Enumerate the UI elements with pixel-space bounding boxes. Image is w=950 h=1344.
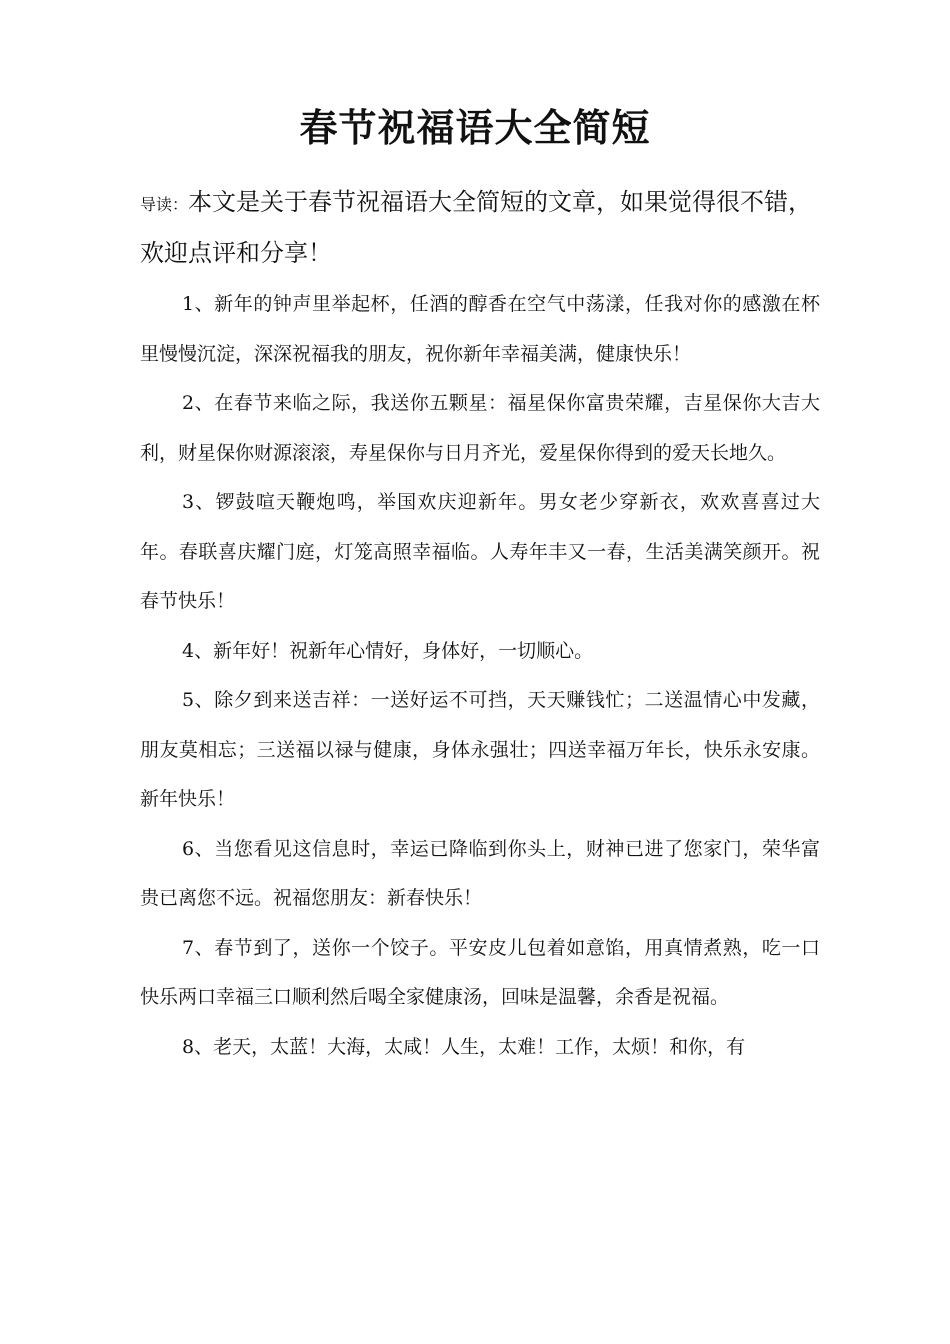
list-item: 3、锣鼓喧天鞭炮鸣，举国欢庆迎新年。男女老少穿新衣，欢欢喜喜过大年。春联喜庆耀门庭，灯笼高照幸福临。人寿年丰又一春，生活美满笑颜开。祝春节快乐！ xyxy=(140,491,820,612)
blessing-list xyxy=(140,280,820,1072)
list-item: 2、在春节来临之际，我送你五颗星：福星保你富贵荣耀，吉星保你大吉大利，财星保你财源滚滚，寿星保你与日月齐光，爱星保你得到的爱天长地久。 xyxy=(140,392,820,464)
page-title: 春节祝福语大全简短 xyxy=(299,106,651,150)
intro-paragraph xyxy=(140,178,820,277)
list-item: 1、新年的钟声里举起杯，任酒的醇香在空气中荡漾，任我对你的感激在杯里慢慢沉淀，深深祝福我的朋友，祝你新年幸福美满，健康快乐！ xyxy=(140,293,820,365)
list-item: 7、春节到了，送你一个饺子。平安皮儿包着如意馅，用真情煮熟，吃一口快乐两口幸福三口顺利然后喝全家健康汤，回味是温馨，余香是祝福。 xyxy=(140,936,820,1008)
list-item: 4、新年好！祝新年心情好，身体好，一切顺心。 xyxy=(182,639,594,662)
intro-text: 本文是关于春节祝福语大全简短的文章，如果觉得很不错，欢迎点评和分享！ xyxy=(140,188,813,267)
list-item: 8、老天，太蓝！大海，太咸！人生，太难！工作，太烦！和你，有 xyxy=(182,1035,746,1058)
list-item: 5、除夕到来送吉祥：一送好运不可挡，天天赚钱忙；二送温情心中发藏，朋友莫相忘；三送福以禄与健康，身体永强壮；四送幸福万年长，快乐永安康。新年快乐！ xyxy=(140,689,820,810)
list-item: 6、当您看见这信息时，幸运已降临到你头上，财神已进了您家门，荣华富贵已离您不远。祝福您朋友：新春快乐！ xyxy=(140,837,820,909)
intro-label: 导读： xyxy=(140,195,189,214)
